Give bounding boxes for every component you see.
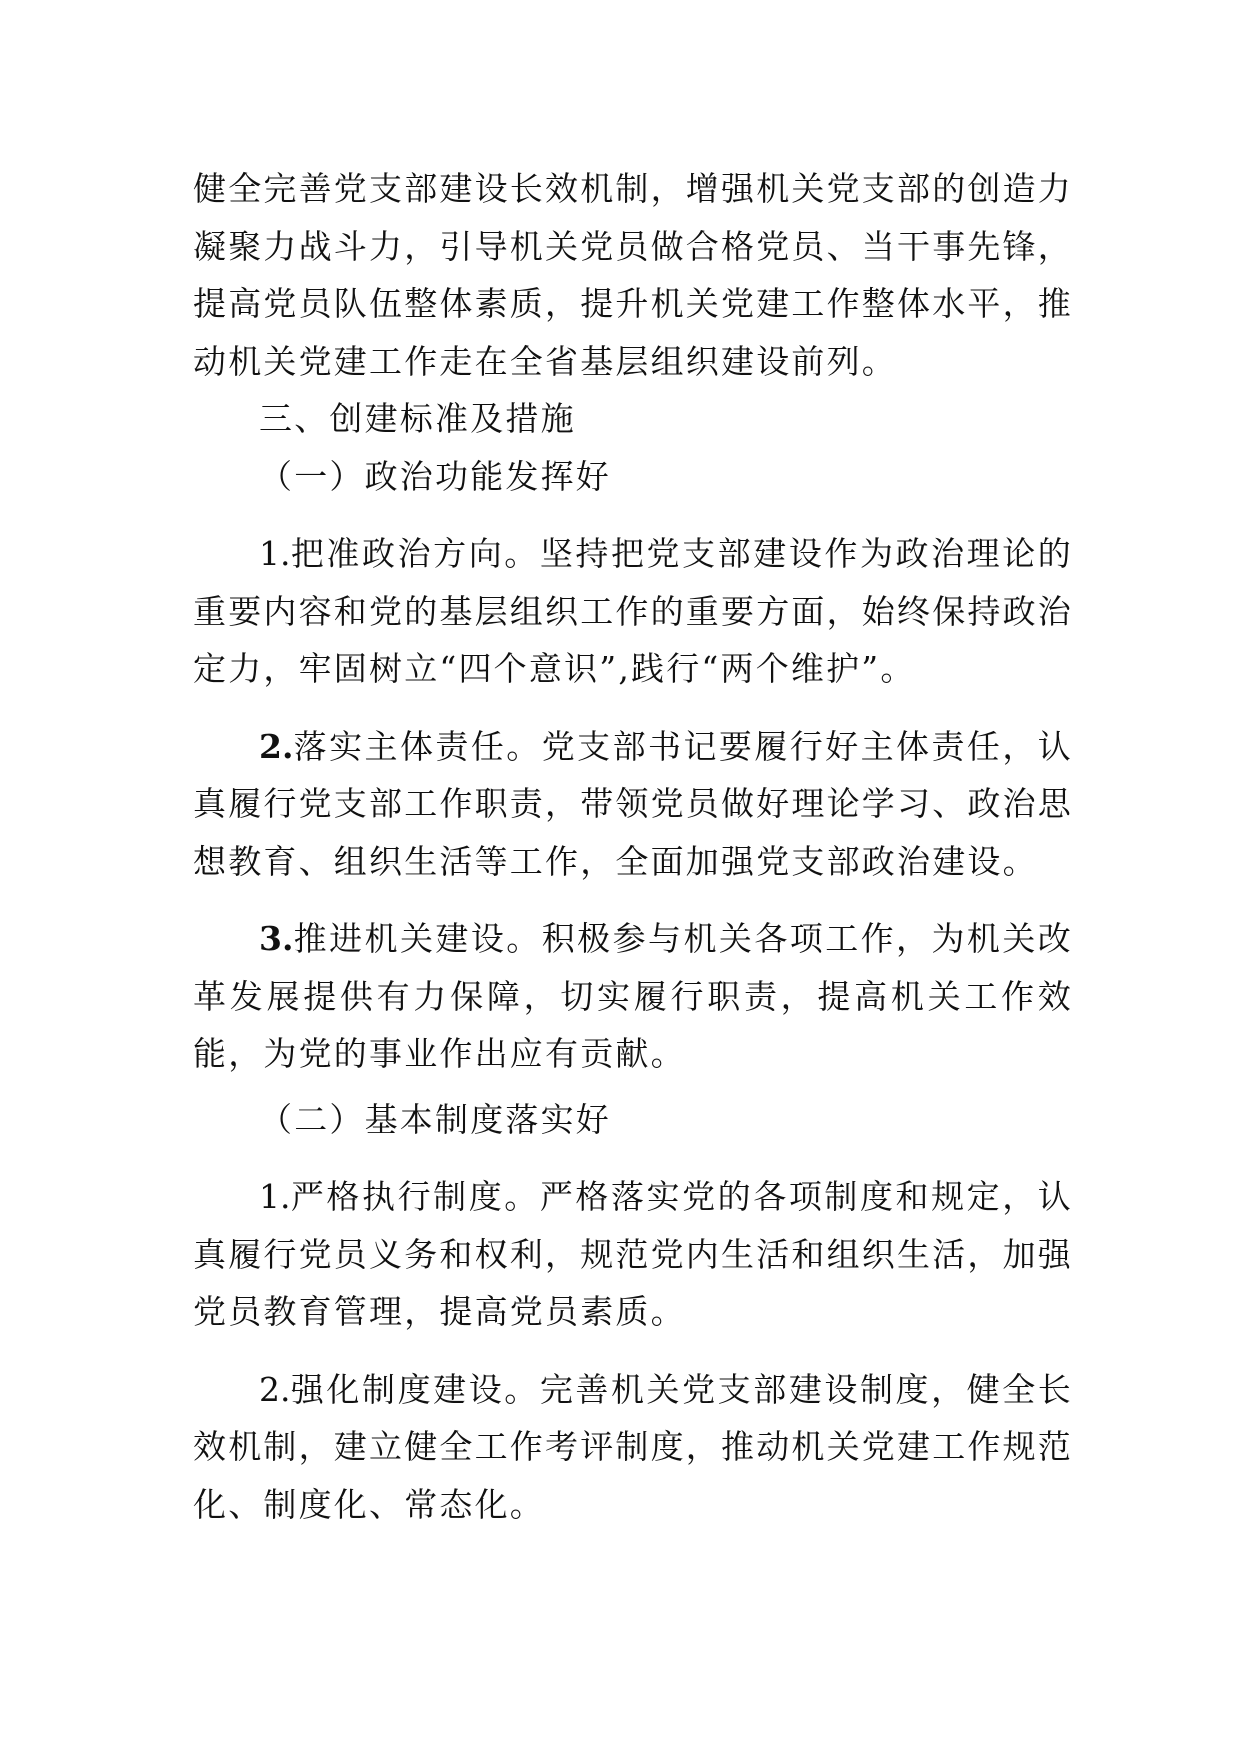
item-1-2-text: 落实主体责任。党支部书记要履行好主体责任，认真履行党支部工作职责，带领党员做好理论学习、政治思想教育、组织生活等工作，全面加强党支部政治建设。 (193, 726, 1073, 881)
item-2-1-number: 1. (259, 1177, 291, 1216)
item-1-1-text: 把准政治方向。坚持把党支部建设作为政治理论的重要内容和党的基层组织工作的重要方面，始终保持政治定力，牢固树立“四个意识”,践行“两个维护”。 (193, 534, 1073, 688)
subsection-2-heading: （二）基本制度落实好 (259, 1099, 611, 1139)
item-2-1-text: 严格执行制度。严格落实党的各项制度和规定，认真履行党员义务和权利，规范党内生活和组织生活，加强党员教育管理，提高党员素质。 (193, 1177, 1073, 1331)
item-2-1-paragraph (193, 1168, 1073, 1341)
item-1-3-number: 3. (259, 919, 294, 958)
item-1-3-paragraph (193, 910, 1073, 1083)
intro-paragraph: 健全完善党支部建设长效机制，增强机关党支部的创造力凝聚力战斗力，引导机关党员做合格党员、当干事先锋，提高党员队伍整体素质，提升机关党建工作整体水平，推动机关党建工作走在全省基层组织建设前列。 (193, 169, 1073, 381)
item-1-1-number: 1. (259, 534, 291, 573)
item-1-2-number: 2. (259, 726, 294, 766)
item-2-2-text: 强化制度建设。完善机关党支部建设制度，健全长效机制，建立健全工作考评制度，推动机关党建工作规范化、制度化、常态化。 (193, 1369, 1073, 1524)
section-heading: 三、创建标准及措施 (259, 399, 576, 438)
item-2-2-number: 2. (259, 1369, 291, 1409)
document-page (193, 160, 1073, 1533)
item-1-3-text: 推进机关建设。积极参与机关各项工作，为机关改革发展提供有力保障，切实履行职责，提高机关工作效能，为党的事业作出应有贡献。 (193, 919, 1073, 1073)
item-1-1-paragraph (193, 525, 1073, 698)
item-2-2-paragraph (193, 1361, 1073, 1534)
item-1-2-paragraph (193, 718, 1073, 891)
subsection-1-heading: （一）政治功能发挥好 (259, 456, 611, 496)
